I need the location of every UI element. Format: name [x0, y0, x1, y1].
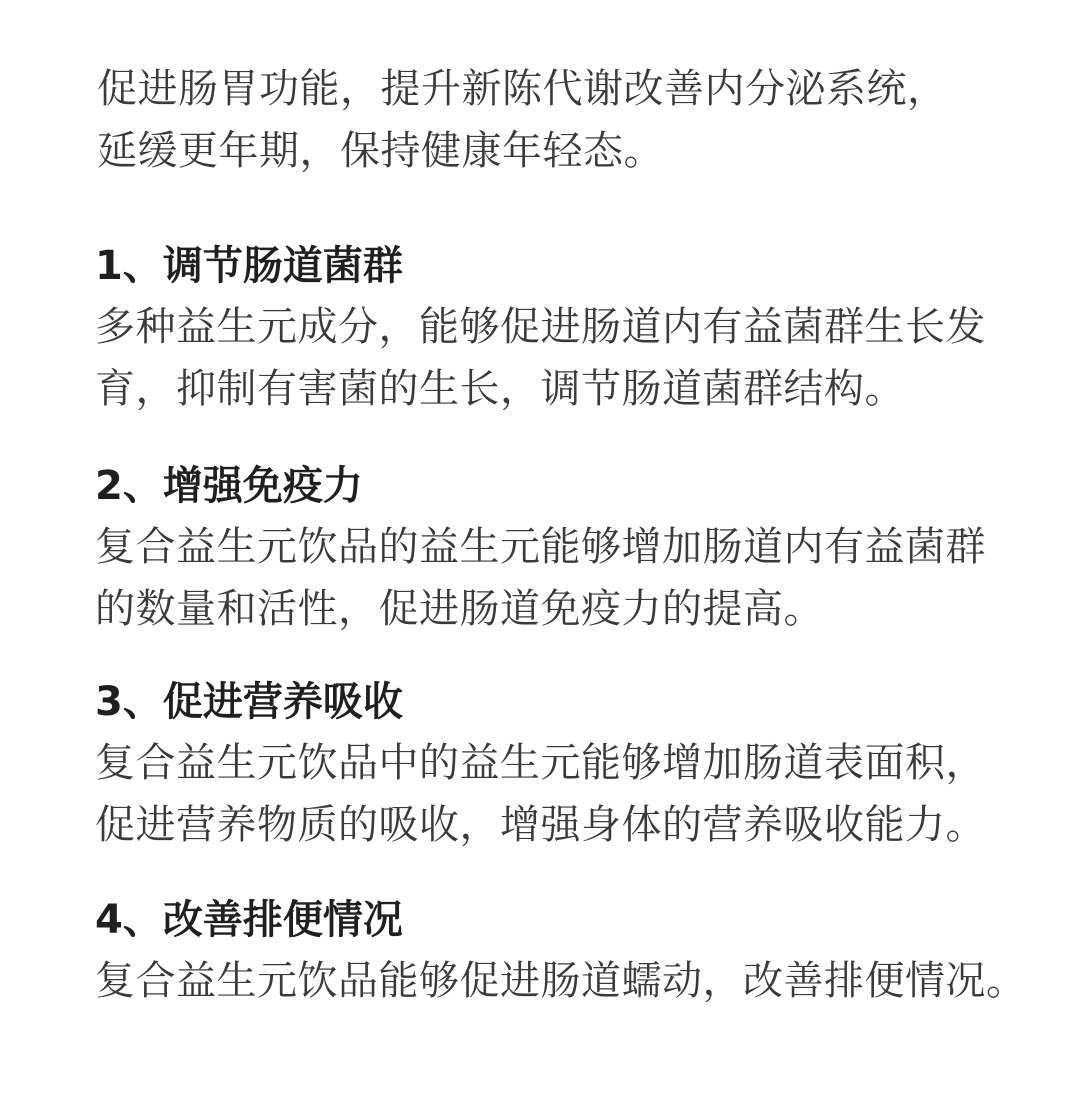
intro-line: 延缓更年期，保持健康年轻态。: [97, 128, 664, 174]
section-body-line: 的数量和活性，促进肠道免疫力的提高。: [95, 586, 824, 632]
section-heading: 4、改善排便情况: [95, 897, 403, 943]
intro-line: 促进肠胃功能，提升新陈代谢改善内分泌系统，: [97, 66, 948, 112]
intro-paragraph: [97, 58, 1037, 182]
section-body-line: 复合益生元饮品能够促进肠道蠕动，改善排便情况。: [95, 958, 1027, 1004]
section-body-line: 育，抑制有害菌的生长，调节肠道菌群结构。: [95, 366, 905, 412]
section-heading: 1、调节肠道菌群: [95, 243, 403, 289]
section-heading: 2、增强免疫力: [95, 463, 363, 509]
benefit-section-4: [95, 892, 1035, 1012]
section-body-line: 促进营养物质的吸收，增强身体的营养吸收能力。: [95, 802, 986, 848]
benefit-section-1: [95, 238, 1035, 420]
section-body-line: 复合益生元饮品中的益生元能够增加肠道表面积，: [95, 740, 986, 786]
section-body-line: 复合益生元饮品的益生元能够增加肠道内有益菌群: [95, 524, 986, 570]
benefit-section-2: [95, 458, 1035, 640]
section-heading: 3、促进营养吸收: [95, 679, 403, 725]
section-body-line: 多种益生元成分，能够促进肠道内有益菌群生长发: [95, 304, 986, 350]
benefit-section-3: [95, 674, 1035, 856]
